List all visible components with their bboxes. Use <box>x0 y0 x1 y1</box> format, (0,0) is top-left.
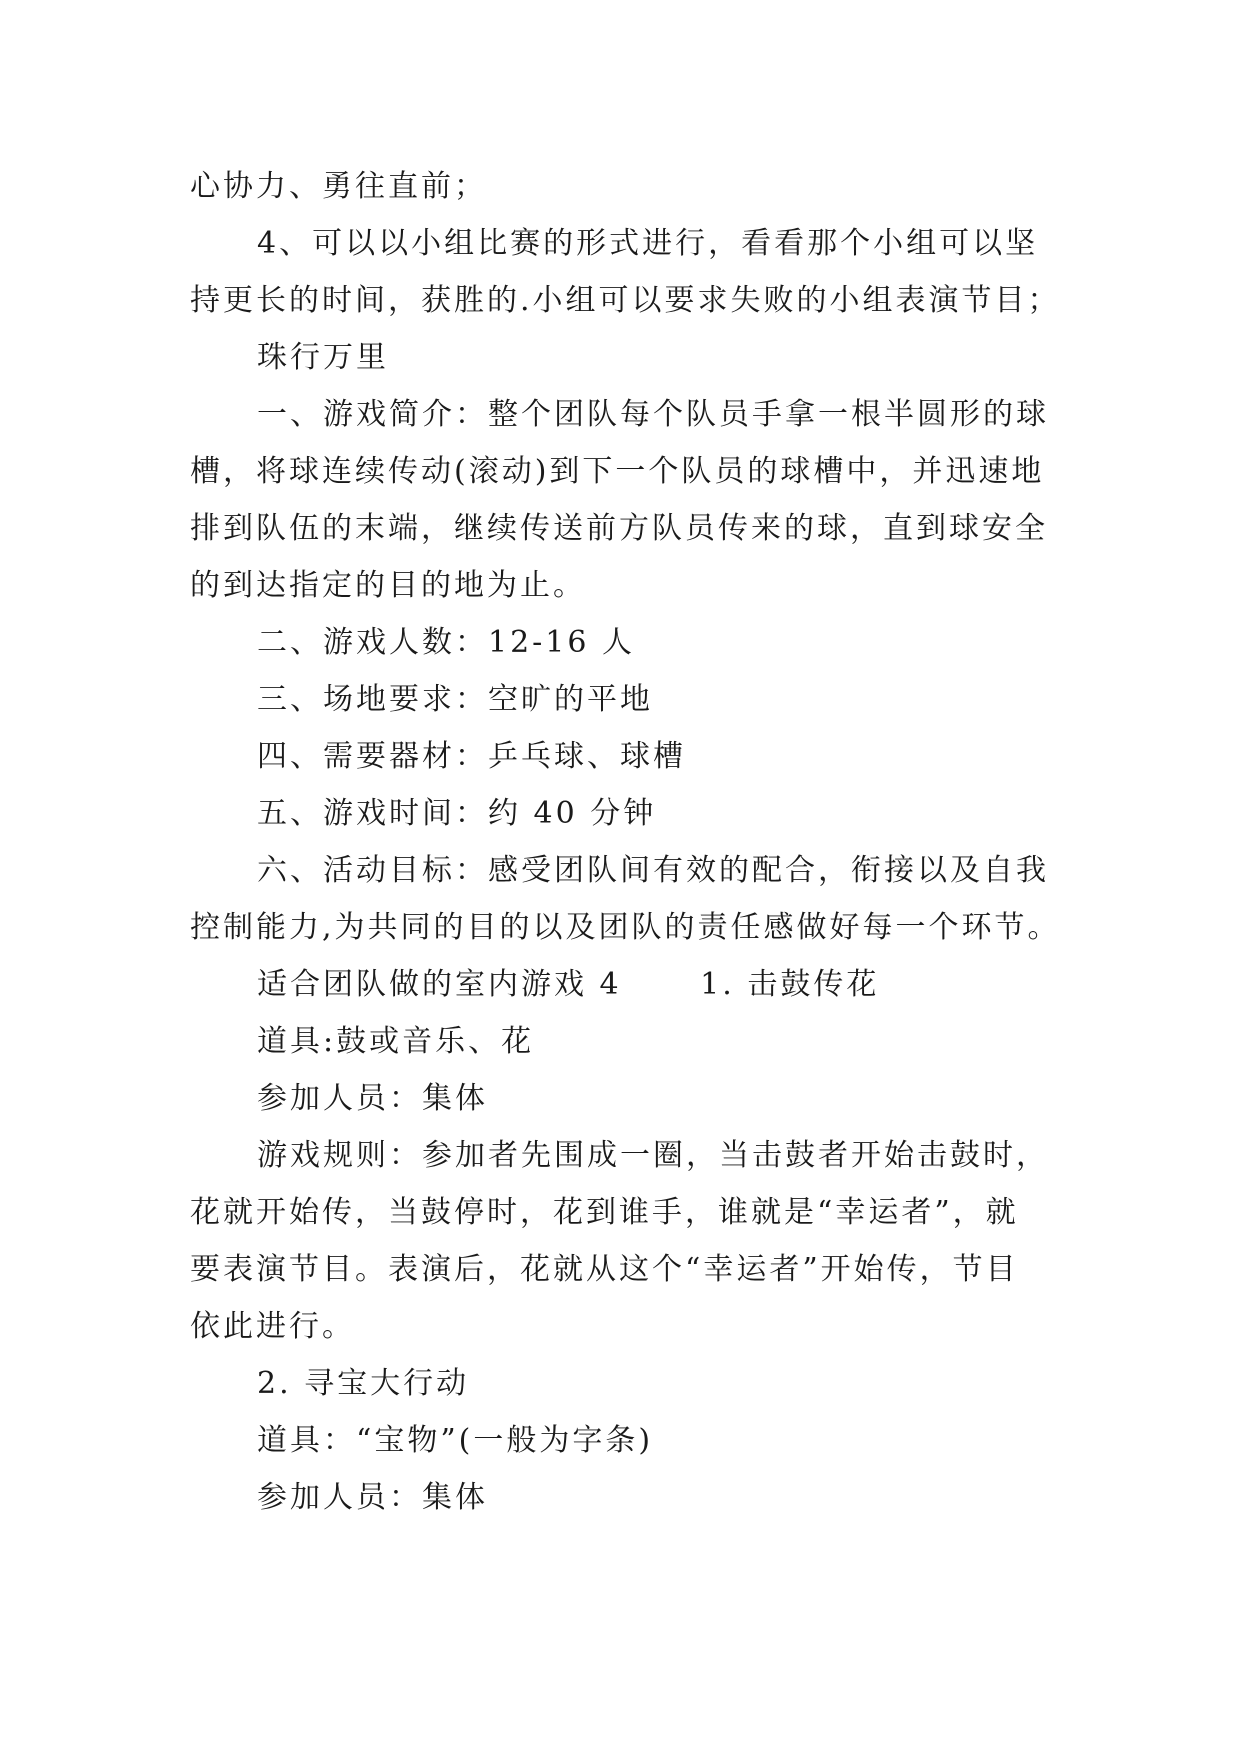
paragraph-line: 四、需要器材：乒乓球、球槽 <box>257 739 686 774</box>
paragraph-line: 游戏规则：参加者先围成一圈，当击鼓者开始击鼓时， <box>257 1138 1049 1173</box>
paragraph-line: 六、活动目标：感受团队间有效的配合，衔接以及自我 <box>257 853 1049 888</box>
paragraph-line: 参加人员：集体 <box>257 1081 488 1116</box>
paragraph-line: 要表演节目。表演后，花就从这个“幸运者”开始传，节目 <box>190 1252 1019 1287</box>
paragraph-line: 依此进行。 <box>190 1309 355 1344</box>
paragraph-line: 排到队伍的末端，继续传送前方队员传来的球，直到球安全 <box>190 511 1048 546</box>
paragraph-line: 花就开始传，当鼓停时，花到谁手，谁就是“幸运者”，就 <box>190 1195 1019 1230</box>
paragraph-line: 道具：“宝物”(一般为字条) <box>257 1423 654 1458</box>
paragraph-line: 槽，将球连续传动(滚动)到下一个队员的球槽中，并迅速地 <box>190 454 1045 489</box>
paragraph-line: 参加人员：集体 <box>257 1480 488 1515</box>
section-heading: 适合团队做的室内游戏 4 1. 击鼓传花 <box>257 967 880 1002</box>
paragraph-line: 二、游戏人数：12-16 人 <box>257 625 636 660</box>
paragraph-line: 的到达指定的目的地为止。 <box>190 568 586 603</box>
paragraph-line: 心协力、勇往直前； <box>190 169 487 204</box>
paragraph-line: 三、场地要求：空旷的平地 <box>257 682 653 717</box>
section-heading: 珠行万里 <box>257 340 389 375</box>
paragraph-line: 控制能力,为共同的目的以及团队的责任感做好每一个环节。 <box>190 910 1061 945</box>
paragraph-line: 道具:鼓或音乐、花 <box>257 1024 535 1059</box>
section-heading: 2. 寻宝大行动 <box>257 1366 470 1401</box>
paragraph-line: 4、可以以小组比赛的形式进行，看看那个小组可以坚 <box>257 226 1039 261</box>
paragraph-line: 一、游戏简介：整个团队每个队员手拿一根半圆形的球 <box>257 397 1049 432</box>
paragraph-line: 持更长的时间，获胜的.小组可以要求失败的小组表演节目； <box>190 283 1061 318</box>
paragraph-line: 五、游戏时间：约 40 分钟 <box>257 796 657 831</box>
